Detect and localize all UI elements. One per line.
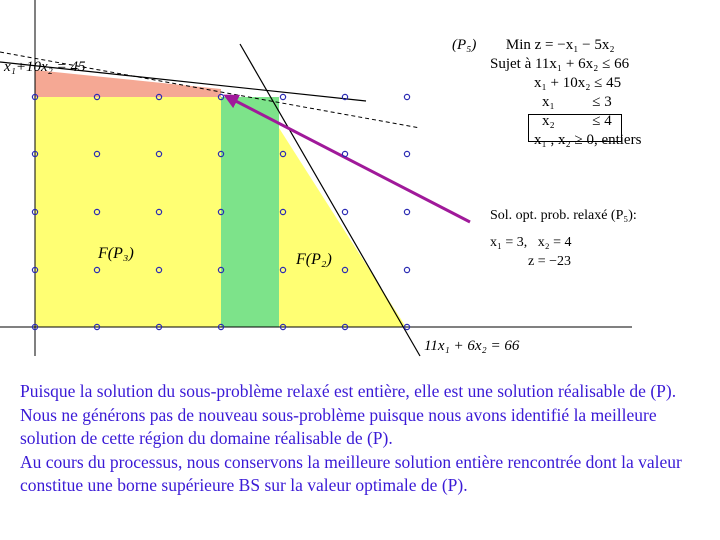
relaxed-solution — [490, 206, 637, 271]
model-name: (P₅) — [452, 37, 477, 53]
constraint-row-1 — [452, 55, 641, 74]
solution-values: x₁ = 3, x₂ = 4 — [490, 235, 572, 250]
integer-point — [280, 94, 285, 99]
subproblem-right-label: F(P₂) — [296, 251, 332, 268]
constraint-row-2 — [452, 74, 641, 93]
integer-point — [404, 94, 409, 99]
yellow-feasible-region — [35, 97, 406, 327]
constraint-5: x₁ , x₂ ≥ 0, entiers — [534, 132, 642, 148]
integer-point — [404, 267, 409, 272]
explanation-line-3: Au cours du processus, nous conservons la meilleure solution entière rencontrée dont la valeur constitue une borne supérieure BS sur la valeur optimale de (P). — [20, 451, 682, 495]
constraint-label-left: x₁+10x₂ = 45 — [4, 59, 86, 75]
green-subproblem-region — [221, 97, 279, 327]
constraint-row-3 — [452, 93, 641, 112]
explanation-line-2: Nous ne générons pas de nouveau sous-problème puisque nous avons identifié la meilleure solution de cette région du domaine réalisable de (P). — [20, 404, 657, 448]
integer-point — [404, 209, 409, 214]
solution-title: Sol. opt. prob. relaxé (P₅): — [490, 208, 637, 223]
explanation-text — [20, 380, 710, 498]
constraint-3: x₁ ≤ 3 — [542, 94, 612, 110]
model-name-and-objective — [452, 36, 641, 55]
constraint-4: x₂ ≤ 4 — [542, 113, 612, 129]
constraint-1: Sujet à 11x₁ + 6x₂ ≤ 66 — [490, 56, 630, 72]
model-objective: Min z = −x₁ − 5x₂ — [505, 37, 615, 53]
explanation-line-1: Puisque la solution du sous-problème relaxé est entière, elle est une solution réalisable de (P). — [20, 381, 677, 401]
subproblem-left-label: F(P₃) — [98, 245, 134, 262]
integer-point — [342, 209, 347, 214]
integer-point — [404, 151, 409, 156]
branching-constraints-box — [528, 114, 622, 142]
constraint-label-bottom: 11x₁ + 6x₂ = 66 — [424, 338, 520, 354]
constraint-2: x₁ + 10x₂ ≤ 45 — [534, 75, 622, 91]
solution-objective: z = −23 — [528, 254, 572, 269]
